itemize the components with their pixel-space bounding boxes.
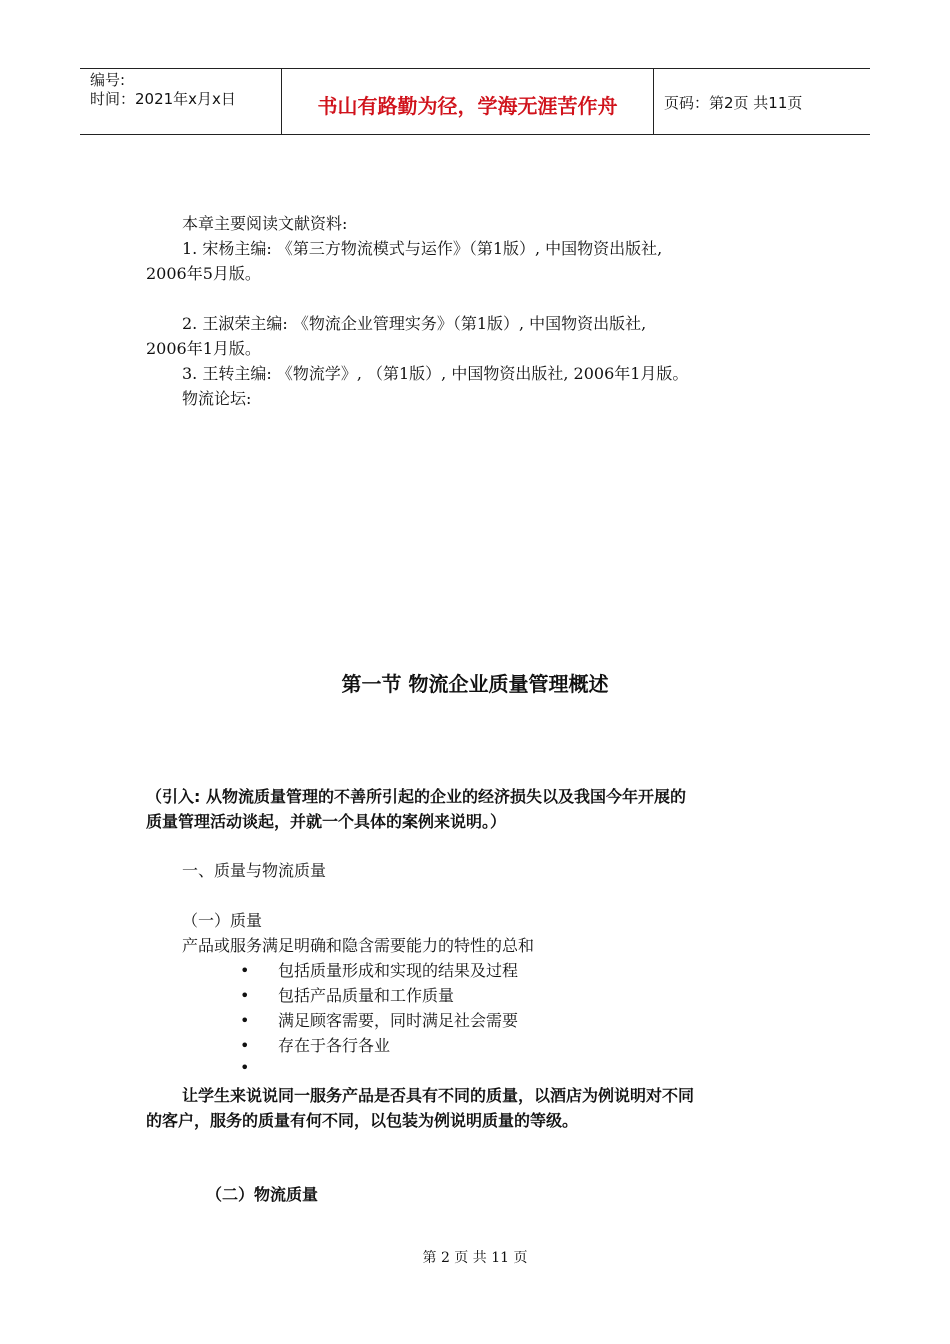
page-footer: 第 2 页 共 11 页	[422, 1250, 528, 1266]
reading-forum: 物流论坛:	[182, 389, 252, 408]
bullet-icon: •	[240, 1036, 250, 1055]
number-label: 编号:	[90, 71, 126, 89]
list-item: • 包括质量形成和实现的结果及过程	[240, 961, 519, 980]
header-meta-cell	[80, 69, 282, 134]
time-label: 时间：2021年x月x日	[90, 90, 236, 108]
intro-line-2: 质量管理活动谈起，并就一个具体的案例来说明。）	[146, 812, 507, 831]
list-item	[240, 1058, 278, 1077]
section-title: 第一节 物流企业质量管理概述	[341, 672, 609, 696]
discussion-line-2: 的客户，服务的质量有何不同，以包装为例说明质量的等级。	[146, 1111, 579, 1130]
discussion-line-1: 让学生来说说同一服务产品是否具有不同的质量，以酒店为例说明对不同	[182, 1086, 695, 1105]
reading-item-2-line-2: 2006年1月版。	[146, 339, 261, 358]
bullet-icon: •	[240, 1011, 250, 1030]
list-item: • 满足顾客需要，同时满足社会需要	[240, 1011, 519, 1030]
bullet-icon: •	[240, 1058, 250, 1077]
header-page-info: 页码：第2页 共11页	[664, 94, 803, 112]
header-table	[80, 68, 870, 135]
reading-item-1-line-2: 2006年5月版。	[146, 264, 261, 283]
bullet-icon: •	[240, 986, 250, 1005]
list-item: • 存在于各行各业	[240, 1036, 391, 1055]
subheading-quality: （一）质量	[182, 911, 263, 930]
quality-definition: 产品或服务满足明确和隐含需要能力的特性的总和	[182, 936, 535, 955]
list-item: • 包括产品质量和工作质量	[240, 986, 455, 1005]
intro-line-1: （引入: 从物流质量管理的不善所引起的企业的经济损失以及我国今年开展的	[146, 787, 686, 806]
header-motto: 书山有路勤为径，学海无涯苦作舟	[282, 69, 654, 134]
reading-item-3: 3. 王转主编: 《物流学》, （第1版）, 中国物资出版社, 2006年1月版。	[182, 364, 689, 383]
reading-heading: 本章主要阅读文献资料:	[182, 214, 348, 233]
bullet-icon: •	[240, 961, 250, 980]
reading-item-1-line-1: 1. 宋杨主编: 《第三方物流模式与运作》（第1版）, 中国物资出版社,	[182, 239, 663, 258]
heading-quality-and-logistics-quality: 一、质量与物流质量	[182, 861, 327, 880]
reading-item-2-line-1: 2. 王淑荣主编: 《物流企业管理实务》（第1版）, 中国物资出版社,	[182, 314, 647, 333]
subheading-logistics-quality: （二）物流质量	[206, 1185, 319, 1204]
